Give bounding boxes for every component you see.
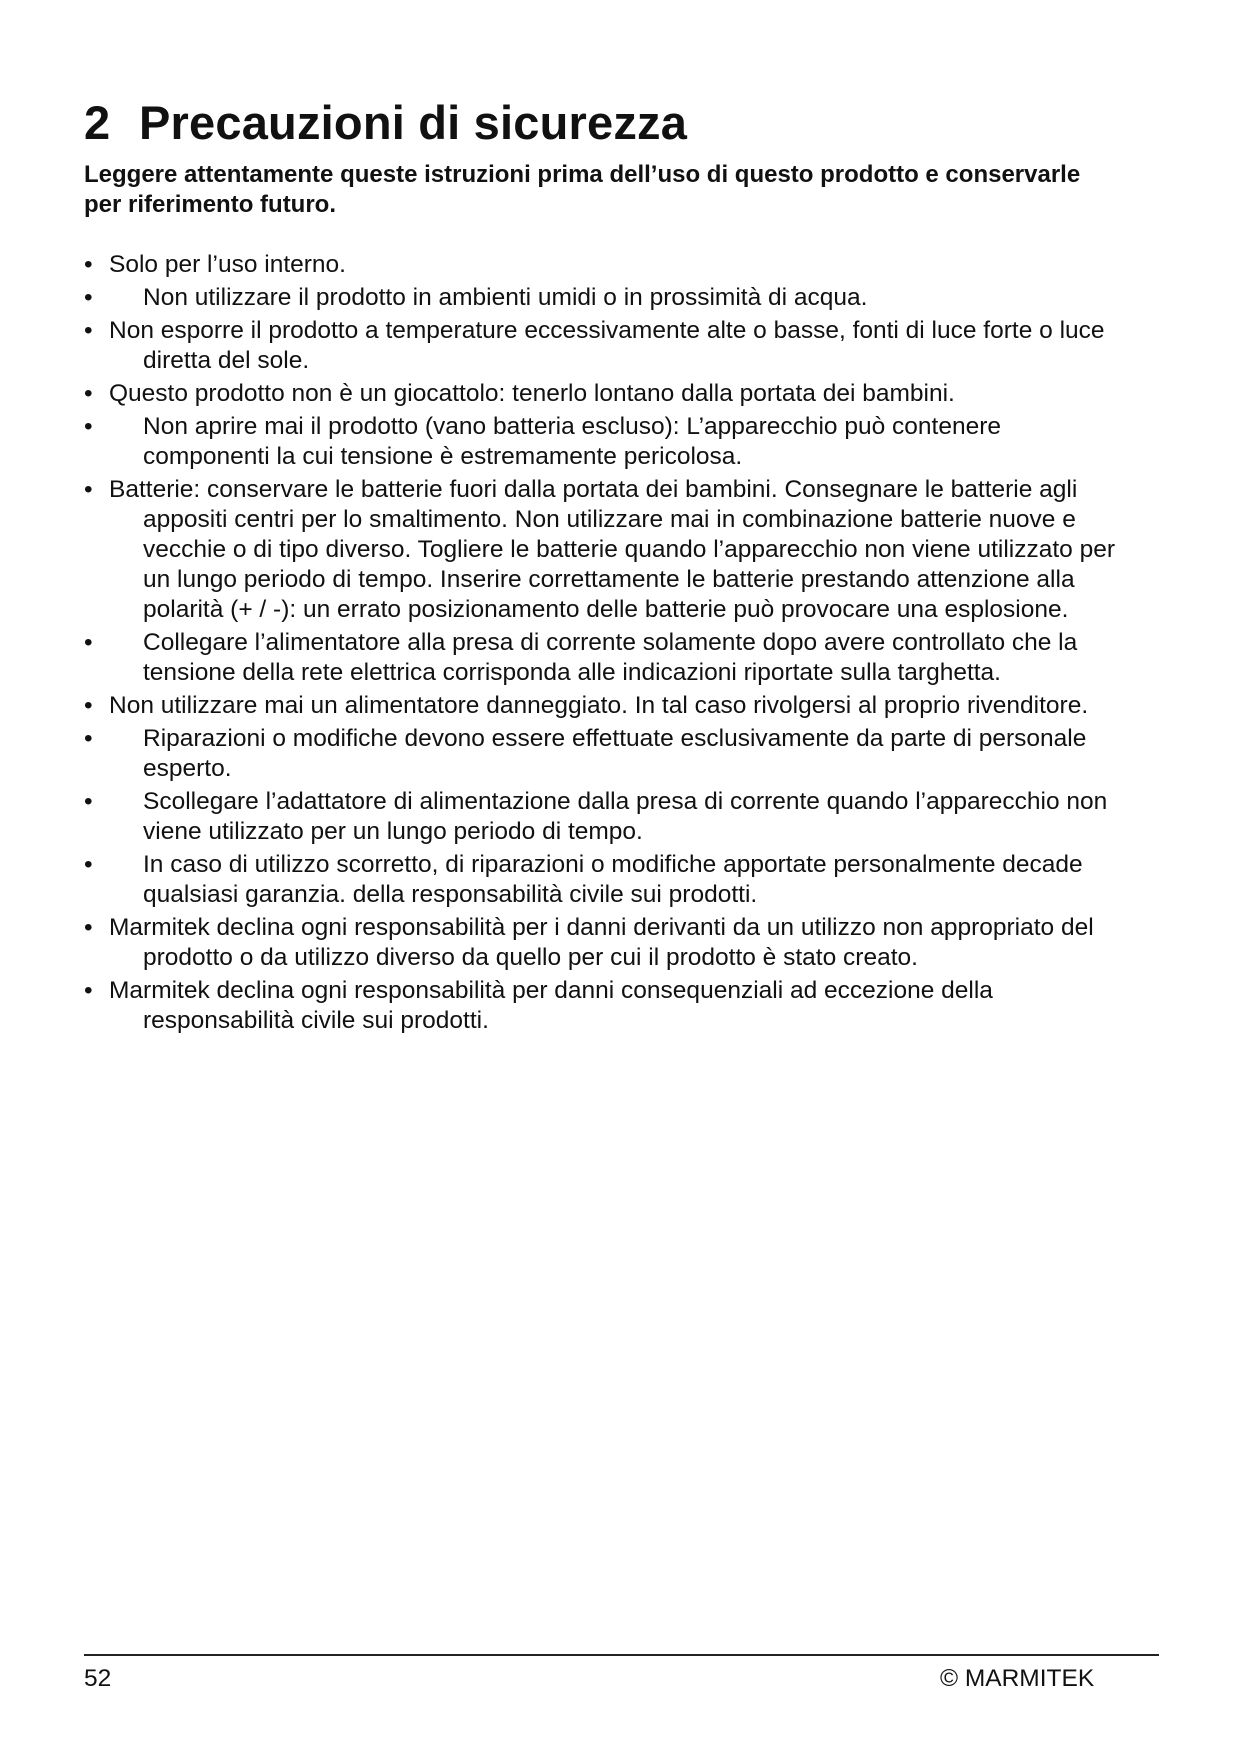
- bullet-icon: •: [84, 284, 93, 311]
- list-item: [84, 787, 1124, 847]
- list-item-text: Questo prodotto non è un giocattolo: tenerlo lontano dalla portata dei bambini.: [109, 380, 955, 407]
- list-item: [84, 724, 1124, 784]
- list-item-text: Collegare l’alimentatore alla presa di corrente solamente dopo avere controllato che la tensione della rete elettrica corrisponda alle indicazioni riportate sulla targhetta.: [143, 629, 1078, 686]
- list-item: [84, 850, 1124, 910]
- list-item: [84, 283, 1124, 313]
- list-item: [84, 628, 1124, 688]
- list-item: [84, 316, 1124, 376]
- bullet-icon: •: [84, 692, 93, 719]
- section-number: 2: [84, 96, 111, 149]
- list-item-text: Non aprire mai il prodotto (vano batteria escluso): L’apparecchio può contenere componenti la cui tensione è estremamente pericolosa.: [143, 413, 1002, 470]
- list-item-text: Marmitek declina ogni responsabilità per danni consequenziali ad eccezione della responsabilità civile sui prodotti.: [109, 977, 993, 1034]
- list-item: [84, 691, 1124, 721]
- list-item-text: Marmitek declina ogni responsabilità per i danni derivanti da un utilizzo non appropriato del prodotto o da utilizzo diverso da quello per cui il prodotto è stato creato.: [109, 914, 1094, 971]
- list-item-text: Non esporre il prodotto a temperature eccessivamente alte o basse, fonti di luce forte o luce diretta del sole.: [109, 317, 1105, 374]
- list-item-text: Non utilizzare mai un alimentatore danneggiato. In tal caso rivolgersi al proprio rivenditore.: [109, 692, 1089, 719]
- bullet-icon: •: [84, 629, 93, 656]
- list-item-text: Scollegare l’adattatore di alimentazione dalla presa di corrente quando l’apparecchio non viene utilizzato per un lungo periodo di tempo.: [143, 788, 1108, 845]
- list-item: [84, 379, 1124, 409]
- footer-divider: [84, 1654, 1159, 1656]
- bullet-icon: •: [84, 725, 93, 752]
- list-item: [84, 475, 1124, 625]
- intro-paragraph: Leggere attentamente queste istruzioni prima dell’uso di questo prodotto e conservarle per riferimento futuro.: [84, 161, 1081, 218]
- bullet-icon: •: [84, 413, 93, 440]
- page-title: [84, 94, 687, 152]
- list-item-text: Batterie: conservare le batterie fuori dalla portata dei bambini. Consegnare le batterie agli appositi centri per lo smaltimento. Non utilizzare mai in combinazione batterie nuove e vecchie o di tipo diverso. Togliere le batterie quando l’apparecchio non viene utilizzato per un lungo periodo di tempo. Inserire correttamente le batterie prestando attenzione alla polarità (+ / -): un errato posizionamento delle batterie può provocare una esplosione.: [109, 476, 1115, 623]
- bullet-icon: •: [84, 380, 93, 407]
- bullet-icon: •: [84, 788, 93, 815]
- list-item-text: Solo per l’uso interno.: [109, 251, 346, 278]
- page-number: 52: [84, 1665, 112, 1692]
- bullet-icon: •: [84, 251, 93, 278]
- list-item: [84, 976, 1124, 1036]
- list-item: [84, 913, 1124, 973]
- list-item-text: Non utilizzare il prodotto in ambienti umidi o in prossimità di acqua.: [143, 284, 868, 311]
- safety-list: [84, 250, 1124, 1039]
- bullet-icon: •: [84, 476, 93, 503]
- bullet-icon: •: [84, 914, 93, 941]
- list-item-text: In caso di utilizzo scorretto, di riparazioni o modifiche apportate personalmente decade qualsiasi garanzia. della responsabilità civile sui prodotti.: [143, 851, 1083, 908]
- section-title: Precauzioni di sicurezza: [139, 96, 688, 149]
- copyright-notice: © MARMITEK: [940, 1665, 1095, 1692]
- list-item: [84, 250, 1124, 280]
- list-item-text: Riparazioni o modifiche devono essere effettuate esclusivamente da parte di personale esperto.: [143, 725, 1087, 782]
- bullet-icon: •: [84, 851, 93, 878]
- list-item: [84, 412, 1124, 472]
- bullet-icon: •: [84, 977, 93, 1004]
- bullet-icon: •: [84, 317, 93, 344]
